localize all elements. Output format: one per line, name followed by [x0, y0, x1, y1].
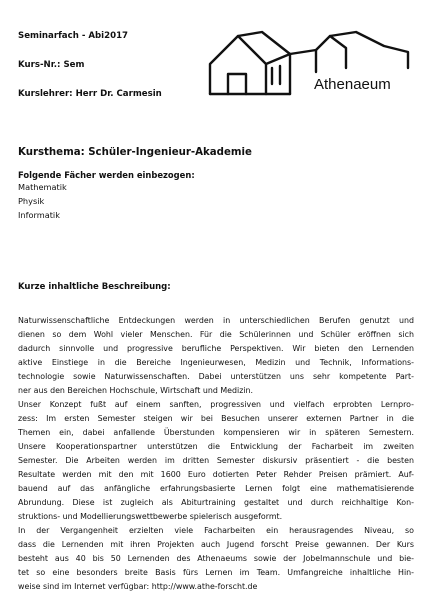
description-heading: Kurze inhaltliche Beschreibung: [18, 282, 171, 292]
subjects-heading: Folgende Fächer werden einbezogen: [18, 170, 195, 180]
kurs-nr-line: Kurs-Nr.: Sem [18, 60, 85, 70]
course-topic: Kursthema: Schüler-Ingenieur-Akademie [18, 147, 252, 158]
seminarfach-line: Seminarfach - Abi2017 [18, 31, 129, 41]
description-line: In der Vergangenheit erzielten viele Facharbeiten ein herausragendes Niveau, so [18, 526, 414, 535]
description-line: zess: Im ersten Semester steigen wir bei Besuchen unserer externen Partner in die [18, 414, 414, 423]
description-line: Semester. Die Arbeiten werden im dritten Semester diskursiv präsentiert - die besten [18, 456, 414, 465]
description-line: Themen ein, dabei anfallende Überstunden kompensieren wir in späteren Semestern. [18, 428, 414, 437]
athenaeum-logo [206, 28, 412, 98]
description-line: Unsere Kooperationspartner unterstützen die Entwicklung der Facharbeit im zweiten [18, 442, 414, 451]
description-line: Unser Konzept fußt auf einem sanften, progressiven und vielfach erprobten Lernpro- [18, 400, 414, 409]
description-line: Resultate werden mit den mit 1600 Euro dotierten Peter Rehder Preisen prämiert. Auf- [18, 470, 414, 479]
description-line: technologie sowie Naturwissenschaften. Dabei unterstützen uns sehr kompetente Part- [18, 372, 414, 381]
description-line: Naturwissenschaftliche Entdeckungen werden in unterschiedlichen Berufen genutzt und [18, 316, 414, 325]
subject-item: Mathematik [18, 182, 67, 192]
logo-text: Athenaeum [314, 76, 391, 93]
description-line: dadurch sinnvolle und progressive berufliche Perspektiven. Wir bieten den Lernenden [18, 344, 414, 353]
description-line: Abrundung. Diese ist zugleich als Abiturtraining gestaltet und durch reichhaltige Kon- [18, 498, 414, 507]
description-line: ner aus den Bereichen Hochschule, Wirtschaft und Medizin. [18, 386, 254, 395]
subject-item: Physik [18, 196, 45, 206]
description-line: dienen so dem Wohl vieler Menschen. Für die Schülerinnen und Schüler eröffnen sich [18, 330, 414, 339]
description-line: tet so eine besonders breite Basis fürs Lernen im Team. Umfangreiche inhaltliche Hin- [18, 568, 414, 577]
description-line: besteht aus 40 bis 50 Lernenden des Athenaeums sowie der Jobelmannschule und bie- [18, 554, 414, 563]
description-line: struktions- und Modellierungswettbewerbe spielerisch ausgeformt. [18, 512, 283, 521]
description-line: aktive Einstiege in die Bereiche Ingenieurwesen, Medizin und Technik, Informations- [18, 358, 414, 367]
description-line: bauend auf das anfängliche erfahrungsbasierte Lernen folgt eine mathematisierende [18, 484, 414, 493]
kurslehrer-line: Kurslehrer: Herr Dr. Carmesin [18, 89, 162, 99]
subject-item: Informatik [18, 210, 60, 220]
description-line: dass die Lernenden mit ihren Projekten auch Jugend forscht Preise gewannen. Der Kurs [18, 540, 414, 549]
description-line: weise sind im Internet verfügbar: http://www.athe-forscht.de [18, 582, 258, 591]
